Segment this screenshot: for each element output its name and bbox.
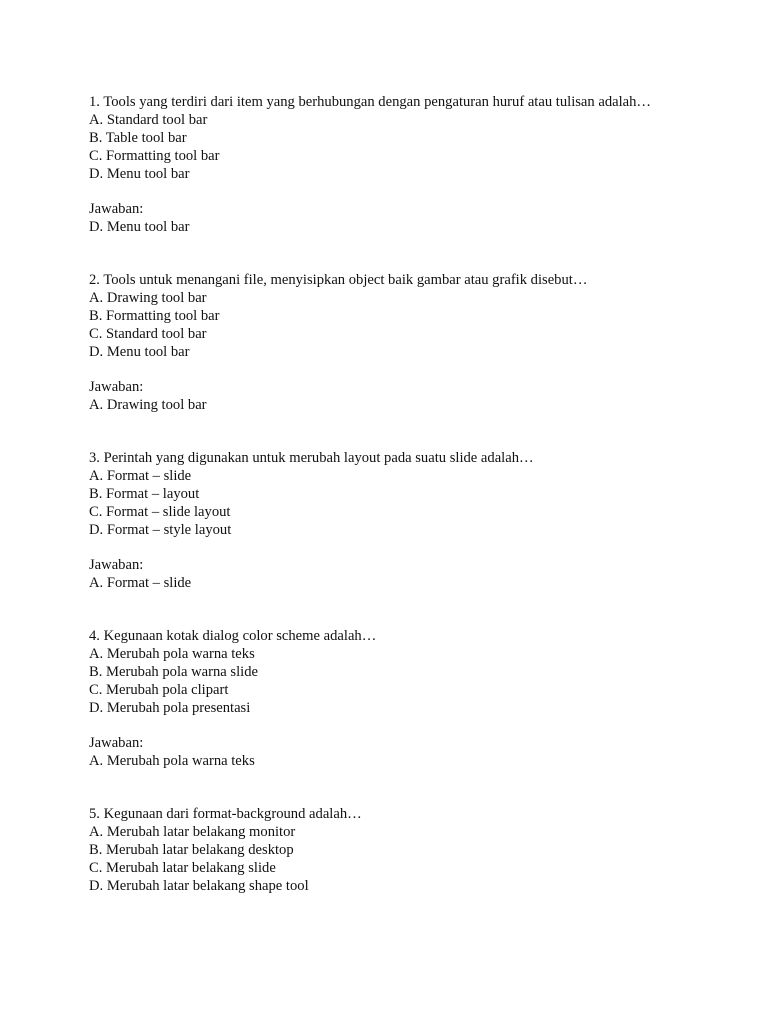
question-5	[89, 805, 749, 895]
answer-value: A. Format – slide	[89, 575, 192, 591]
option-c: C. Merubah latar belakang slide	[89, 860, 276, 876]
option-a: A. Standard tool bar	[89, 112, 208, 128]
option-d: D. Merubah pola presentasi	[89, 700, 251, 716]
answer-label: Jawaban:	[89, 201, 144, 217]
question-text: 1. Tools yang terdiri dari item yang berhubungan dengan pengaturan huruf atau tulisan adalah…	[89, 94, 652, 110]
option-a: A. Format – slide	[89, 468, 192, 484]
answer-value: D. Menu tool bar	[89, 219, 190, 235]
question-2	[89, 271, 749, 414]
document-page	[89, 93, 749, 895]
option-a: A. Merubah latar belakang monitor	[89, 824, 296, 840]
option-b: B. Table tool bar	[89, 130, 187, 146]
option-d: D. Menu tool bar	[89, 344, 190, 360]
answer-value: A. Merubah pola warna teks	[89, 753, 255, 769]
answer-block	[89, 200, 749, 236]
answer-label: Jawaban:	[89, 735, 144, 751]
question-1	[89, 93, 749, 236]
option-d: D. Format – style layout	[89, 522, 232, 538]
answer-value: A. Drawing tool bar	[89, 397, 207, 413]
option-b: B. Formatting tool bar	[89, 308, 220, 324]
option-c: C. Formatting tool bar	[89, 148, 220, 164]
option-b: B. Format – layout	[89, 486, 200, 502]
question-text: 3. Perintah yang digunakan untuk merubah layout pada suatu slide adalah…	[89, 450, 534, 466]
option-b: B. Merubah pola warna slide	[89, 664, 258, 680]
answer-label: Jawaban:	[89, 379, 144, 395]
answer-block	[89, 378, 749, 414]
option-d: D. Merubah latar belakang shape tool	[89, 878, 309, 894]
question-4	[89, 627, 749, 770]
option-d: D. Menu tool bar	[89, 166, 190, 182]
option-a: A. Drawing tool bar	[89, 290, 207, 306]
option-b: B. Merubah latar belakang desktop	[89, 842, 294, 858]
answer-block	[89, 734, 749, 770]
question-text: 5. Kegunaan dari format-background adalah…	[89, 806, 362, 822]
question-3	[89, 449, 749, 592]
option-c: C. Merubah pola clipart	[89, 682, 229, 698]
answer-label: Jawaban:	[89, 557, 144, 573]
option-c: C. Format – slide layout	[89, 504, 231, 520]
question-text: 2. Tools untuk menangani file, menyisipkan object baik gambar atau grafik disebut…	[89, 272, 588, 288]
option-c: C. Standard tool bar	[89, 326, 207, 342]
question-text: 4. Kegunaan kotak dialog color scheme adalah…	[89, 628, 377, 644]
answer-block	[89, 556, 749, 592]
option-a: A. Merubah pola warna teks	[89, 646, 255, 662]
